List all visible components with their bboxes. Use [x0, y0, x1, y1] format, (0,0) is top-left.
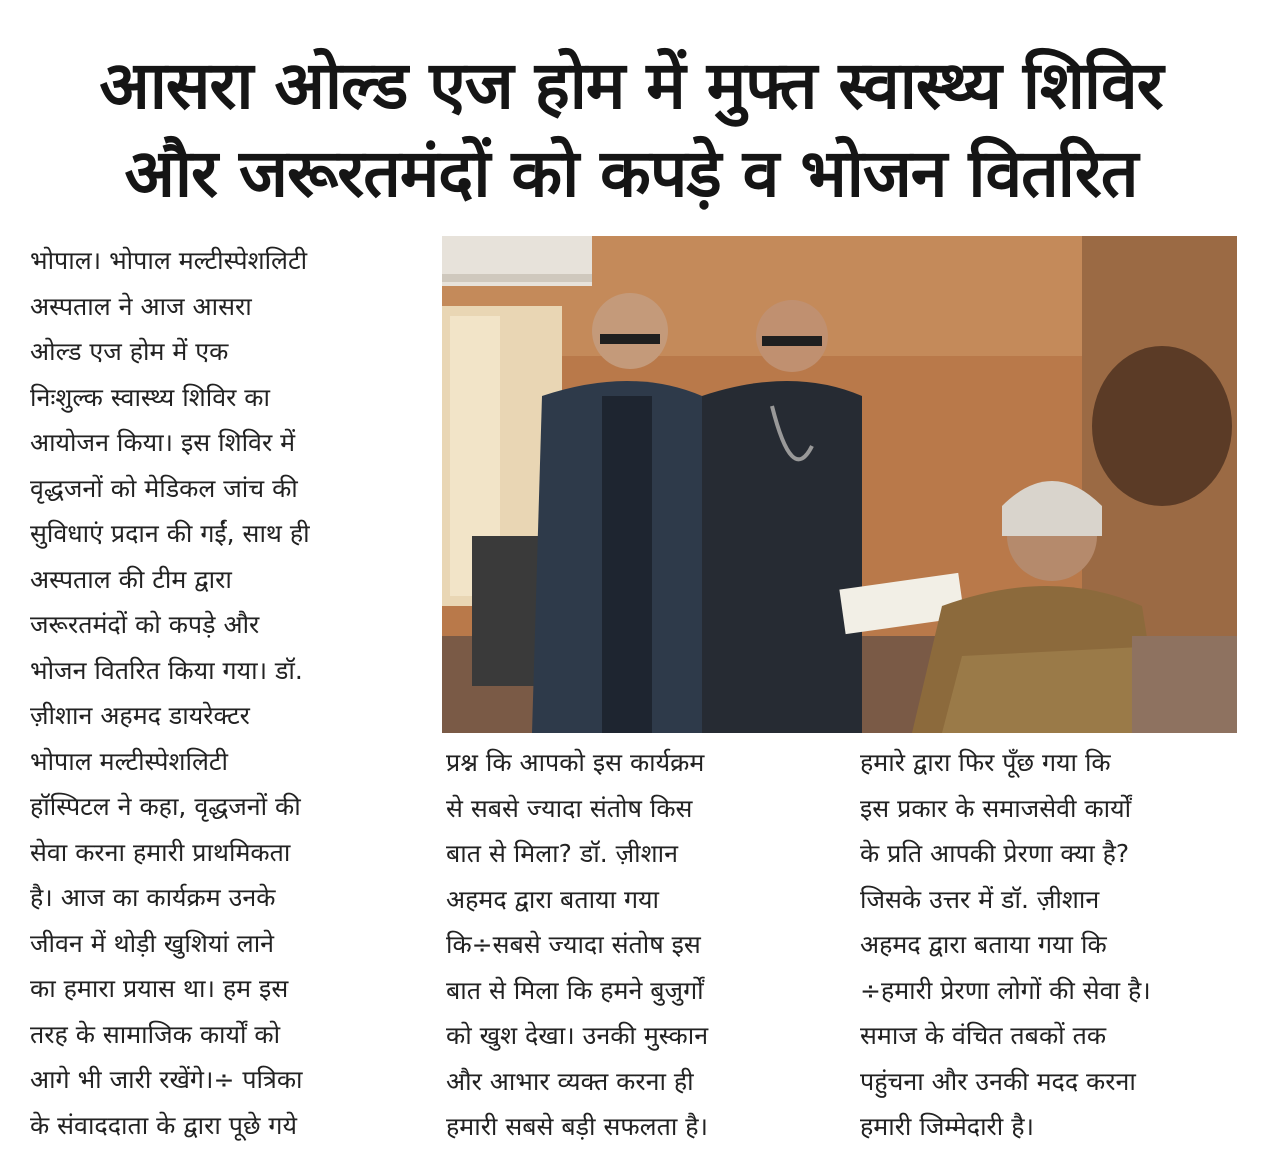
article-line: ओल्ड एज होम में एक [30, 337, 229, 366]
article-line: पहुंचना और उनकी मदद करना [860, 1066, 1136, 1096]
article-line: वृद्धजनों को मेडिकल जांच की [30, 473, 298, 503]
article-line: भोजन वितरित किया गया। डॉ. [30, 655, 303, 685]
article-line: इस प्रकार के समाजसेवी कार्यों [860, 793, 1132, 823]
article-line: जरूरतमंदों को कपड़े और [30, 610, 260, 639]
article-line: को खुश देखा। उनकी मुस्कान [446, 1021, 709, 1050]
article-line: कि÷सबसे ज्यादा संतोष इस [446, 930, 701, 959]
article-line: अहमद द्वारा बताया गया कि [860, 930, 1107, 959]
article-line: के संवाददाता के द्वारा पूछे गये [30, 1110, 298, 1140]
headline-line-2: और जरूरतमंदों को कपड़े व भोजन वितरित [124, 135, 1138, 212]
article-column-left [30, 238, 410, 1148]
article-line: हमारी सबसे बड़ी सफलता है। [446, 1112, 708, 1141]
article-line: अस्पताल ने आज आसरा [30, 291, 252, 321]
article-line: से सबसे ज्यादा संतोष किस [446, 793, 693, 823]
article-line: आयोजन किया। इस शिविर में [30, 428, 296, 457]
article-line: का हमारा प्रयास था। हम इस [30, 974, 289, 1003]
article-line: समाज के वंचित तबकों तक [860, 1021, 1107, 1050]
article-line: आगे भी जारी रखेंगे।÷ पत्रिका [30, 1065, 303, 1094]
article-line: तरह के सामाजिक कार्यों को [30, 1019, 281, 1049]
article-line: और आभार व्यक्त करना ही [446, 1066, 694, 1096]
article-line: हमारे द्वारा फिर पूँछ गया कि [860, 748, 1111, 777]
news-photo [442, 236, 1237, 733]
article-line: सेवा करना हमारी प्राथमिकता [30, 837, 291, 867]
article-line: सुविधाएं प्रदान की गईं, साथ ही [30, 519, 310, 548]
article-column-right [860, 740, 1240, 1150]
article-line: भोपाल। भोपाल मल्टीस्पेशलिटी [30, 246, 308, 275]
article-line: भोपाल मल्टीस्पेशलिटी [30, 746, 228, 776]
article-line: है। आज का कार्यक्रम उनके [30, 883, 276, 912]
article-line: ज़ीशान अहमद डायरेक्टर [30, 701, 250, 730]
article-line: बात से मिला कि हमने बुजुर्गों [446, 975, 704, 1005]
article-line: प्रश्न कि आपको इस कार्यक्रम [446, 748, 705, 777]
article-line: अहमद द्वारा बताया गया [446, 884, 660, 914]
article-line: निःशुल्क स्वास्थ्य शिविर का [30, 382, 270, 412]
article-line: जीवन में थोड़ी खुशियां लाने [30, 928, 275, 958]
article-line: के प्रति आपकी प्रेरणा क्या है? [860, 839, 1130, 868]
article-line: जिसके उत्तर में डॉ. ज़ीशान [860, 884, 1100, 914]
article-line: बात से मिला? डॉ. ज़ीशान [446, 839, 678, 868]
article-line: अस्पताल की टीम द्वारा [30, 564, 232, 594]
article-column-middle [446, 740, 826, 1150]
article-line: ÷हमारी प्रेरणा लोगों की सेवा है। [860, 975, 1151, 1005]
headline-line-1: आसरा ओल्ड एज होम में मुफ्त स्वास्थ्य शिविर [99, 47, 1163, 124]
article-line: हमारी जिम्मेदारी है। [860, 1112, 1034, 1141]
article-line: हॉस्पिटल ने कहा, वृद्धजनों की [30, 792, 301, 821]
